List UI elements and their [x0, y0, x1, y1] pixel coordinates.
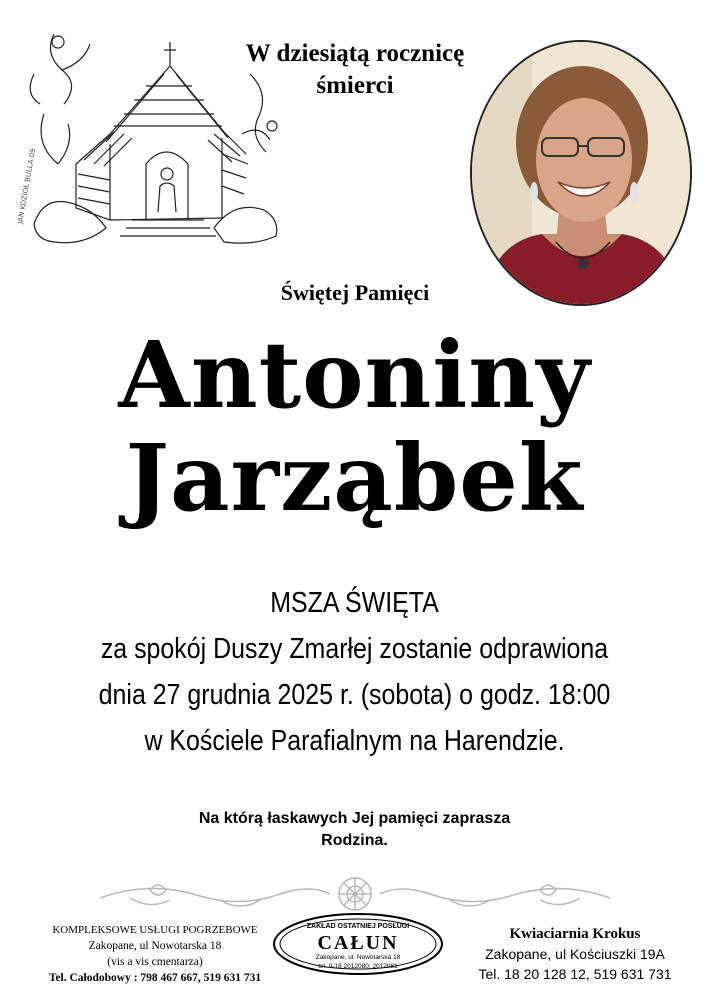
funeral-home-info: [10, 922, 300, 986]
invitation: [0, 808, 709, 852]
svg-text:JAN KOZIOŁ BULLA 09: JAN KOZIOŁ BULLA 09: [16, 147, 38, 225]
calun-logo: [272, 912, 444, 976]
memory-label: Świętej Pamięci: [280, 280, 430, 305]
deceased-first-name: Antoniny: [118, 321, 591, 429]
florist-info: [450, 924, 700, 984]
portrait-photo: [470, 40, 692, 306]
anniversary-line-2: śmierci: [316, 72, 394, 99]
florist-phone: Tel. 18 20 128 12, 519 631 731: [478, 966, 672, 982]
funeral-home-note: (vis a vis cmentarza): [107, 956, 203, 968]
invitation-line-1: Na którą łaskawych Jej pamięci zaprasza: [198, 810, 511, 827]
anniversary-heading: [205, 38, 505, 102]
logo-name: CAŁUN: [317, 932, 399, 954]
mass-line-1: za spokój Duszy Zmarłej zostanie odprawiona: [100, 633, 609, 665]
deceased-last-name: Jarząbek: [125, 424, 584, 532]
mass-title: MSZA ŚWIĘTA: [270, 587, 439, 619]
funeral-home-address: Zakopane, ul Nowotarska 18: [88, 940, 222, 952]
invitation-line-2: Rodzina.: [321, 832, 388, 849]
logo-phone: tel. 0-18 2012080, 2012081: [318, 963, 398, 970]
logo-top-text: ZAKŁAD OSTATNIEJ POSŁUGI: [306, 923, 410, 930]
florist-address: Zakopane, ul Kościuszki 19A: [485, 946, 665, 962]
mass-line-3: w Kościele Parafialnym na Harendzie.: [144, 725, 565, 757]
anniversary-line-1: W dziesiątą rocznicę: [245, 40, 465, 67]
logo-address: Zakopane, ul. Nowotarska 18: [315, 954, 401, 961]
florist-name: Kwiaciarnia Krokus: [509, 926, 641, 942]
mass-announcement: [50, 580, 660, 764]
funeral-home-phone: Tel. Całodobowy : 798 467 667, 519 631 731: [48, 972, 262, 984]
funeral-home-title: KOMPLEKSOWE USŁUGI POGRZEBOWE: [52, 924, 258, 936]
mass-line-2: dnia 27 grudnia 2025 r. (sobota) o godz. 18:00: [98, 679, 611, 711]
